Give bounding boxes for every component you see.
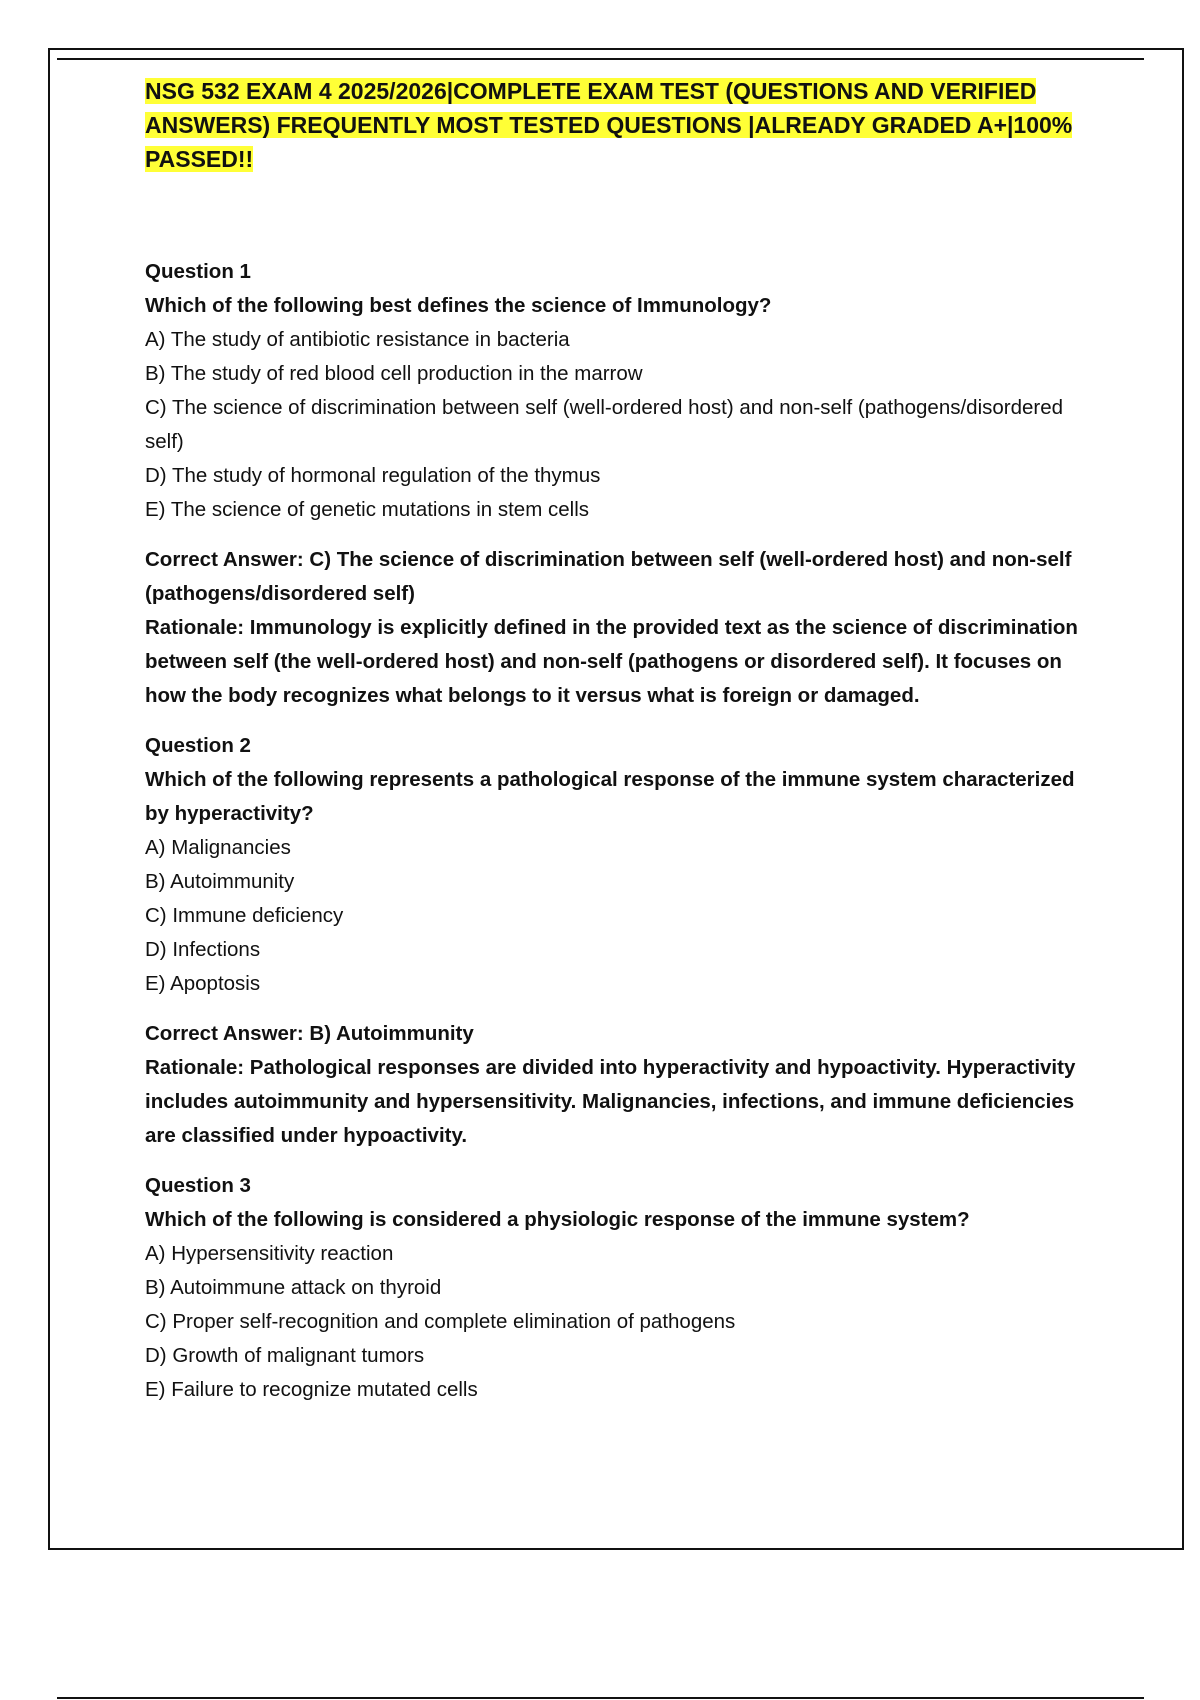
option-item: B) Autoimmune attack on thyroid — [145, 1276, 442, 1299]
option-item: E) Failure to recognize mutated cells — [145, 1378, 478, 1401]
option-item: A) Malignancies — [145, 836, 291, 859]
question-label: Question 3 — [145, 1174, 251, 1197]
option-item: E) The science of genetic mutations in stem cells — [145, 498, 589, 521]
rationale: Rationale: Pathological responses are divided into hyperactivity and hypoactivity. Hyperactivity includes autoimmunity and hypersensitivity. Malignancies, infections, and immune deficiencies are classified under hypoactivity. — [145, 1056, 1076, 1147]
option-item: C) The science of discrimination between self (well-ordered host) and non-self (pathogens/disordered self) — [145, 396, 1064, 453]
correct-answer: Correct Answer: C) The science of discrimination between self (well-ordered host) and non-self (pathogens/disordered self) — [145, 548, 1072, 605]
options-list — [145, 831, 1085, 1001]
bottom-rule — [57, 1697, 1144, 1699]
rationale: Rationale: Immunology is explicitly defined in the provided text as the science of discrimination between self (the well-ordered host) and non-self (pathogens or disordered self). It focuses on how the body recognizes what belongs to it versus what is foreign or damaged. — [145, 616, 1078, 707]
option-item: A) The study of antibiotic resistance in bacteria — [145, 328, 570, 351]
question-text: Which of the following is considered a physiologic response of the immune system? — [145, 1208, 970, 1231]
option-item: D) Growth of malignant tumors — [145, 1344, 425, 1367]
question-3 — [145, 1169, 1085, 1407]
question-label: Question 2 — [145, 734, 251, 757]
correct-answer: Correct Answer: B) Autoimmunity — [145, 1022, 474, 1045]
options-list — [145, 1237, 1085, 1407]
option-item: A) Hypersensitivity reaction — [145, 1242, 394, 1265]
option-item: B) The study of red blood cell production in the marrow — [145, 362, 643, 385]
option-item: C) Immune deficiency — [145, 904, 344, 927]
options-list — [145, 323, 1085, 527]
document-body — [145, 74, 1085, 1407]
question-text: Which of the following best defines the science of Immunology? — [145, 294, 772, 317]
document-title — [145, 74, 1085, 176]
option-item: C) Proper self-recognition and complete elimination of pathogens — [145, 1310, 736, 1333]
question-2 — [145, 729, 1085, 1153]
title-highlight: NSG 532 EXAM 4 2025/2026|COMPLETE EXAM TEST (QUESTIONS AND VERIFIED ANSWERS) FREQUENTLY MOST TESTED QUESTIONS |ALREADY GRADED A+|100% PASSED!! — [145, 78, 1073, 172]
option-item: E) Apoptosis — [145, 972, 261, 995]
option-item: D) Infections — [145, 938, 261, 961]
option-item: B) Autoimmunity — [145, 870, 295, 893]
question-label: Question 1 — [145, 260, 251, 283]
option-item: D) The study of hormonal regulation of the thymus — [145, 464, 601, 487]
question-1 — [145, 255, 1085, 713]
question-text: Which of the following represents a pathological response of the immune system characterized by hyperactivity? — [145, 768, 1075, 825]
